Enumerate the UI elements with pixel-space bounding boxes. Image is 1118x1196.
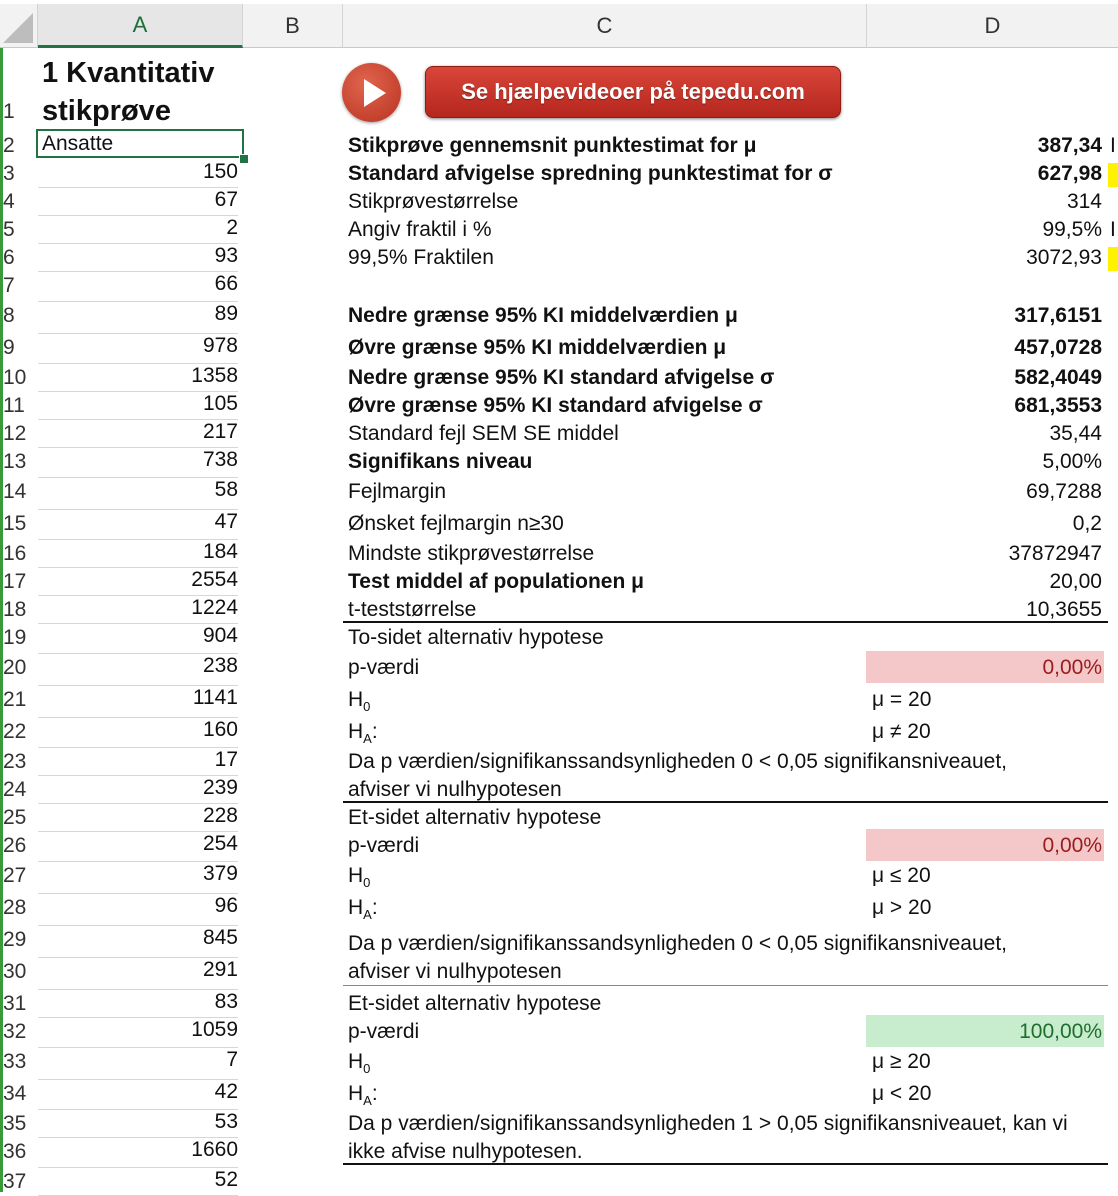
- input-cell-bg: [868, 510, 1104, 536]
- row-header[interactable]: 35: [3, 1112, 27, 1135]
- upper-sigma-value[interactable]: 681,3553: [1014, 394, 1102, 417]
- cell-a[interactable]: 228: [38, 804, 238, 832]
- min-n-value[interactable]: 37872947: [1008, 542, 1102, 565]
- row-header[interactable]: 10: [3, 366, 27, 389]
- p-label: p-værdi: [348, 1020, 420, 1043]
- t-value[interactable]: 10,3655: [1026, 598, 1102, 621]
- column-header-c[interactable]: C: [343, 4, 867, 48]
- cell-a[interactable]: 7: [38, 1048, 238, 1080]
- row-header[interactable]: 22: [3, 720, 27, 743]
- cell-a[interactable]: 238: [38, 654, 238, 686]
- row-header[interactable]: 34: [3, 1082, 27, 1105]
- row-header[interactable]: 5: [3, 218, 15, 241]
- row-header[interactable]: 33: [3, 1050, 27, 1073]
- column-header-a[interactable]: A: [38, 4, 243, 48]
- divider: [343, 1163, 1108, 1165]
- cell-a[interactable]: 239: [38, 776, 238, 804]
- cell-a[interactable]: 53: [38, 1110, 238, 1138]
- row-header[interactable]: 31: [3, 992, 27, 1015]
- test-mean-value[interactable]: 20,00: [1049, 570, 1102, 593]
- row-header[interactable]: 28: [3, 896, 27, 919]
- row-header[interactable]: 8: [3, 304, 15, 327]
- cell-a[interactable]: 160: [38, 718, 238, 748]
- cell-a[interactable]: 150: [38, 160, 238, 188]
- n-label: Stikprøvestørrelse: [348, 190, 519, 213]
- test-title: Et-sidet alternativ hypotese: [348, 806, 602, 829]
- conclusion-line1: Da p værdien/signifikanssandsynligheden 0 < 0,05 signifikansniveauet,: [348, 932, 1007, 955]
- row-header[interactable]: 12: [3, 422, 27, 445]
- ha-value[interactable]: μ > 20: [872, 896, 932, 919]
- cell-a[interactable]: 66: [38, 272, 238, 302]
- want-margin-value[interactable]: 0,2: [1072, 512, 1102, 535]
- cell-a[interactable]: 978: [38, 334, 238, 364]
- row-header[interactable]: 27: [3, 864, 27, 887]
- cell-a[interactable]: 904: [38, 624, 238, 654]
- cell-a[interactable]: 379: [38, 862, 238, 894]
- lower-mu-value[interactable]: 317,6151: [1014, 304, 1102, 327]
- cell-a[interactable]: 291: [38, 958, 238, 990]
- sheet-title[interactable]: 1 Kvantitativ stikprøve: [42, 57, 215, 127]
- select-all-corner[interactable]: [0, 4, 38, 48]
- ha-value[interactable]: μ < 20: [872, 1082, 932, 1105]
- conclusion-line1: Da p værdien/signifikanssandsynligheden 0 < 0,05 signifikansniveauet,: [348, 750, 1007, 773]
- sem-label: Standard fejl SEM SE middel: [348, 422, 619, 445]
- n-value[interactable]: 314: [1066, 190, 1102, 213]
- selected-cell-a2[interactable]: Ansatte: [36, 129, 244, 158]
- cell-a[interactable]: 105: [38, 392, 238, 420]
- p-label: p-værdi: [348, 834, 420, 857]
- row-header[interactable]: 18: [3, 598, 27, 621]
- ha-value[interactable]: μ ≠ 20: [872, 720, 931, 743]
- divider: [343, 621, 1108, 623]
- test-title: Et-sidet alternativ hypotese: [348, 992, 602, 1015]
- cell-a[interactable]: 83: [38, 990, 238, 1018]
- sd-value[interactable]: 627,98: [1037, 162, 1102, 185]
- upper-sigma-label: Øvre grænse 95% KI standard afvigelse σ: [348, 394, 763, 417]
- test-mean-label: Test middel af populationen μ: [348, 570, 644, 593]
- fractile-label: 99,5% Fraktilen: [348, 246, 494, 269]
- mean-label: Stikprøve gennemsnit punktestimat for μ: [348, 134, 757, 157]
- cell-a[interactable]: 42: [38, 1080, 238, 1110]
- highlight-marker: [1108, 247, 1118, 271]
- cell-a[interactable]: 96: [38, 894, 238, 926]
- p-value[interactable]: 0,00%: [1042, 656, 1102, 679]
- cell-a[interactable]: 845: [38, 926, 238, 958]
- upper-mu-label: Øvre grænse 95% KI middelværdien μ: [348, 336, 727, 359]
- sig-label: Signifikans niveau: [348, 450, 533, 473]
- row-header[interactable]: 26: [3, 834, 27, 857]
- cell-overflow-text: I: [1110, 134, 1116, 157]
- cell-a[interactable]: 2: [38, 216, 238, 244]
- sd-label: Standard afvigelse spredning punktestimat for σ: [348, 162, 833, 185]
- fractile-input-value[interactable]: 99,5%: [1042, 218, 1102, 241]
- row-header[interactable]: 25: [3, 806, 27, 829]
- row-header[interactable]: 16: [3, 542, 27, 565]
- row-header[interactable]: 3: [3, 162, 15, 185]
- cell-a[interactable]: 184: [38, 540, 238, 568]
- cell-a[interactable]: 17: [38, 748, 238, 776]
- row-header[interactable]: 23: [3, 750, 27, 773]
- margin-label: Fejlmargin: [348, 480, 447, 503]
- row-header[interactable]: 37: [3, 1170, 27, 1193]
- cell-a[interactable]: 217: [38, 420, 238, 448]
- cell-a[interactable]: 254: [38, 832, 238, 862]
- conclusion-line2: ikke afvise nulhypotesen.: [348, 1140, 583, 1163]
- sem-value[interactable]: 35,44: [1049, 422, 1102, 445]
- row-header[interactable]: 36: [3, 1140, 27, 1163]
- mean-value[interactable]: 387,34: [1037, 134, 1102, 157]
- h0-value[interactable]: μ ≥ 20: [872, 1050, 931, 1073]
- want-margin-label: Ønsket fejlmargin n≥30: [348, 512, 564, 535]
- p-value[interactable]: 100,00%: [1019, 1020, 1102, 1043]
- ha-label: $H_A$:: [348, 720, 378, 747]
- fractile-value[interactable]: 3072,93: [1026, 246, 1102, 269]
- row-header[interactable]: 7: [3, 274, 15, 297]
- row-header[interactable]: 21: [3, 688, 27, 711]
- conclusion-line2: afviser vi nulhypotesen: [348, 960, 562, 983]
- cell-a[interactable]: 2554: [38, 568, 238, 596]
- cell-a[interactable]: 1141: [38, 686, 238, 718]
- conclusion-line1: Da p værdien/signifikanssandsynligheden 1 > 0,05 signifikansniveauet, kan vi: [348, 1112, 1068, 1135]
- p-value[interactable]: 0,00%: [1042, 834, 1102, 857]
- t-label: t-teststørrelse: [348, 598, 477, 621]
- row-header[interactable]: 6: [3, 246, 15, 269]
- conclusion-line2: afviser vi nulhypotesen: [348, 778, 562, 801]
- column-header-d[interactable]: D: [867, 4, 1118, 48]
- h0-label: $H_0$: [348, 688, 371, 715]
- row-header[interactable]: 15: [3, 512, 27, 535]
- ha-label: $H_A$:: [348, 896, 378, 923]
- lower-sigma-value[interactable]: 582,4049: [1014, 366, 1102, 389]
- h0-label: $H_0$: [348, 1050, 371, 1077]
- fill-handle[interactable]: [239, 154, 249, 164]
- row-header[interactable]: 29: [3, 928, 27, 951]
- row-header[interactable]: 17: [3, 570, 27, 593]
- cell-a[interactable]: 1059: [38, 1018, 238, 1048]
- cell-a[interactable]: 47: [38, 510, 238, 540]
- h0-value[interactable]: μ = 20: [872, 688, 932, 711]
- fractile-input-label: Angiv fraktil i %: [348, 218, 492, 241]
- cell-a[interactable]: 1358: [38, 364, 238, 392]
- upper-mu-value[interactable]: 457,0728: [1014, 336, 1102, 359]
- row-header[interactable]: 13: [3, 450, 27, 473]
- cell-overflow-text: I: [1110, 218, 1116, 241]
- cell-a[interactable]: 52: [38, 1168, 238, 1196]
- cell-a[interactable]: 58: [38, 478, 238, 510]
- cell-a[interactable]: 1660: [38, 1138, 238, 1168]
- cell-a[interactable]: 93: [38, 244, 238, 272]
- sig-value[interactable]: 5,00%: [1042, 450, 1102, 473]
- row-header[interactable]: 1: [3, 100, 15, 123]
- divider: [343, 801, 1108, 803]
- margin-value[interactable]: 69,7288: [1026, 480, 1102, 503]
- row-header[interactable]: 2: [3, 134, 15, 157]
- cell-a[interactable]: 738: [38, 448, 238, 478]
- h0-label: $H_0$: [348, 864, 371, 891]
- cell-a[interactable]: 1224: [38, 596, 238, 624]
- test-title: To-sidet alternativ hypotese: [348, 626, 604, 649]
- row-header[interactable]: 11: [3, 394, 25, 417]
- lower-mu-label: Nedre grænse 95% KI middelværdien μ: [348, 304, 738, 327]
- column-header-b[interactable]: B: [243, 4, 343, 48]
- row-header[interactable]: 20: [3, 656, 27, 679]
- row-header[interactable]: 14: [3, 480, 27, 503]
- lower-sigma-label: Nedre grænse 95% KI standard afvigelse σ: [348, 366, 775, 389]
- min-n-label: Mindste stikprøvestørrelse: [348, 542, 595, 565]
- cell-a[interactable]: 67: [38, 188, 238, 216]
- row-header[interactable]: 9: [3, 336, 15, 359]
- cell-a[interactable]: 89: [38, 302, 238, 334]
- row-header[interactable]: 32: [3, 1020, 27, 1043]
- p-label: p-værdi: [348, 656, 420, 679]
- row-header[interactable]: 30: [3, 960, 27, 983]
- highlight-marker: [1108, 163, 1118, 187]
- row-header[interactable]: 19: [3, 626, 27, 649]
- ha-label: $H_A$:: [348, 1082, 378, 1109]
- help-videos-button[interactable]: Se hjælpevideoer på tepedu.com: [425, 66, 841, 118]
- h0-value[interactable]: μ ≤ 20: [872, 864, 931, 887]
- row-header[interactable]: 24: [3, 778, 27, 801]
- divider: [343, 985, 1108, 986]
- play-video-icon[interactable]: [342, 63, 401, 122]
- row-header[interactable]: 4: [3, 190, 15, 213]
